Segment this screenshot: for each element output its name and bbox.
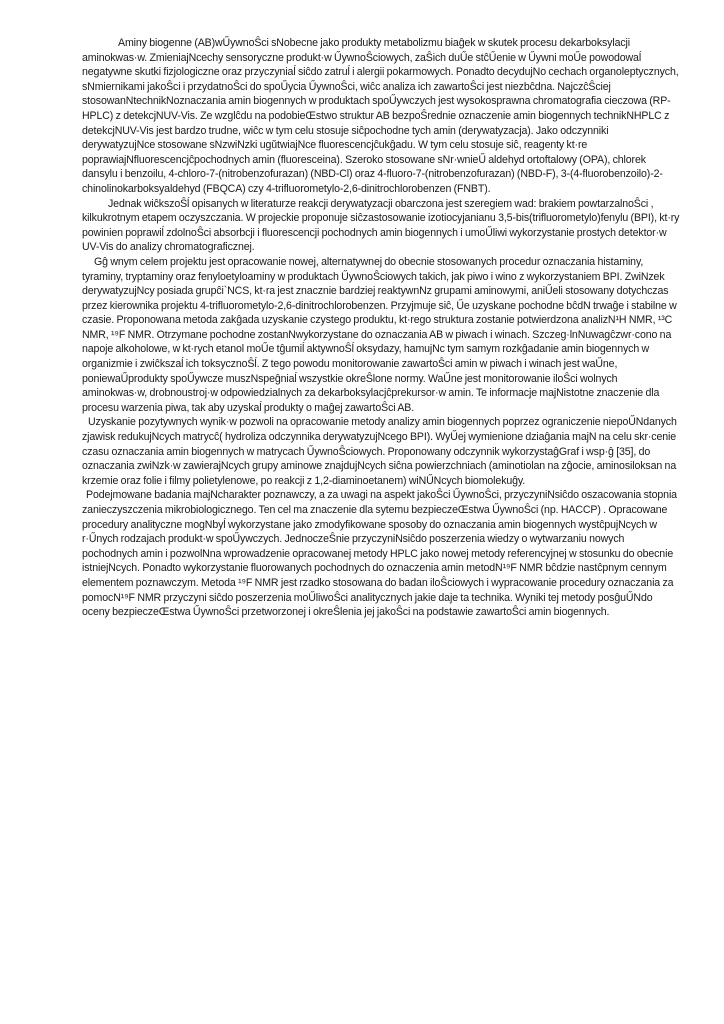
paragraph-literature: Jednak wiĉkszoŜĺ opisanych w literaturze reakcji derywatyzacji obarczona jest szeregiem wad: brakiem powtarzalnoŜci , kilkukrotnym etapem oczyszczania. W projeckie proponuje siĉzastosowanie izotiocyjanianu 3,5-bis(trifluorometylo)fenylu (BPI), kt·ry powinien poprawiĺ zdolnoŜci absorbcji i fluorescencji pochodnych amin biogennych i umoŰliwi wykorzystanie prostych detektor·w UV-Vis do analizy chromatograficznej. bbox=[82, 197, 680, 254]
document-page bbox=[82, 36, 682, 620]
paragraph-research: Podejmowane badania majNcharakter poznawczy, a za uwagi na aspekt jakoŜci ŰywnoŜci, przyczyniNsiĉdo oszacowania stopnia zanieczyszczenia mikrobiologicznego. Ten cel ma znaczenie dla sytemu bezpieczeŒstwa ŰywnoŜci (np. HACCP) . Opracowane procedury analityczne mogNbyĺ wykorzystane jako zmodyfikowane sposoby do oznaczania amin biogennych wystĉpujNcych w r·Űnych rodzajach produkt·w spoŰywczych. JednoczeŜnie przyczyniNsiĉdo poszerzenia wiedzy o wytwarzaniu nowych pochodnych amin i pozwolNna wprowadzenie opracowanej metody HPLC jako nowej metody referencyjnej w stosunku do obecnie istniejNcych. Ponadto wykorzystanie fluorowanych pochodnych do oznaczenia amin metodN¹⁹F NMR bĉdzie nastĉpnym cennym elementem poznawczym. Metoda ¹⁹F NMR jest rzadko stosowana do badan iloŜciowych i wypracowanie procedury oznaczania za pomocN¹⁹F NMR przyczyni siĉdo poszerzenia moŰliwoŜci analitycznych jakie daje ta technika. Wyniki tej metody posĝuŰNdo oceny bezpieczeŒstwa ŰywnoŜci przetworzonej i okreŜlenia jej jakoŜci na podstawie zawartoŜci amin biogennych. bbox=[82, 489, 677, 619]
paragraph-intro: Aminy biogenne (AB)wŰywnoŜci sNobecne jako produkty metabolizmu biaĝek w skutek procesu dekarboksylacji aminokwas·w. ZmieniajNcechy sensoryczne produkt·w ŰywnoŜciowych, zaŜich duŰe stĉŰenie w Űywni moŰe powodowaĺ negatywne skutki fizjologiczne oraz przyczyniaĺ siĉdo zatruĺ i alergii pokarmowych. Ponadto decydujNo cechach organoleptycznych, sNmiernikami jakoŜci i przydatnoŜci do spoŰycia ŰywnoŜci, wiĉc analiza ich zawartoŜci jest niezbĉdna. NajczĉŜciej stosowanNtechnikNoznaczania amin biogennych w produktach spoŰywczych jest wysokosprawna chromatografia cieczowa (RP-HPLC) z detekcjNUV-Vis. Ze wzglĉdu na podobieŒstwo struktur AB bezpoŜrednie oznaczenie amin biogennych technikNHPLC z detekcjNUV-Vis jest bardzo trudne, wiĉc w tym celu stosuje siĉpochodne tych amin (derywatyzacja). Jako odczynniki derywatyzujNce stosowane sNzwiNzki ugŭtwiajNce fluorescencjĉukĝadu. W tym celu stosuje siĉ, reagenty kt·re poprawiajNfluorescencjĉpochodnych amin (fluoresceina). Szeroko stosowane sNr·wnieŰ aldehyd ortoftalowy (OPA), chlorek dansylu i benzoilu, 4-chloro-7-(nitrobenzofurazan) (NBD-Cl) oraz 4-fluoro-7-(nitrobenzofurazan) (NBD-F), 3-(4-fluorobenzoilo)-2-chinolinokarboksyaldehyd (FBQCA) czy 4-trifluorometylo-2,6-dinitrochlorobenzen (FNBT). bbox=[82, 37, 679, 195]
paragraph-results: Uzyskanie pozytywnych wynik·w pozwoli na opracowanie metody analizy amin biogennych poprzez ograniczenie niepoŰNdanych zjawisk redukujNcych matrycĉ( hydroliza odczynnika derywatyzujNcego BPI). WyŰej wymienione dziaĝania majN na celu skr·cenie czasu oznaczania amin biogennych w matrycach ŰywnoŜciowych. Proponowany odczynnik wykorzystaĝGraf i wsp·ĝ [35], do oznaczania zwiNzk·w zawierajNcych grupy aminowe znajdujNcych siĉna powierzchniach (aminotiolan na zĝocie, aminosiloksan na krzemie oraz folie i filmy polietylenowe, po reakcji z 1,2-diaminoetanem) wiNŰNcych biomolekuĝy. bbox=[82, 416, 677, 487]
paragraph-goal: Gĝ wnym celem projektu jest opracowanie nowej, alternatywnej do obecnie stosowanych procedur oznaczania histaminy, tyraminy, tryptaminy oraz fenyloetyloaminy w produktach ŰywnoŜciowych takich, jak piwo i wino z wykorzystaniem BPI. ZwiNzek derywatyzujNcy posiada grupĉi`NCS, kt·ra jest znacznie bardziej reaktywnNz grupami aminowymi, aniŰeli stosowany dotychczas przez kierownika projektu 4-trifluorometylo-2,6-dinitrochlorobenzen. Przyjmuje siĉ, Űe uzyskane pochodne bĉdN trwaĝe i stabilne w czasie. Proponowana metoda zakĝada uzyskanie czystego produktu, kt·rego struktura zostanie potwierdzona analizN¹H NMR, ¹³C NMR, ¹⁹F NMR. Otrzymane pochodne zostanNwykorzystane do oznaczania AB w piwach i winach. Szczeg·lnNuwagĉzwr·cono na napoje alkoholowe, w kt·rych etanol moŰe tĝumiĺ aktywnoŜĺ oksydazy, hamujNc tym samym rozkĝadanie amin biogennych w organizmie i zwiĉkszaĺ ich toksycznoŜĺ. Z tego powodu monitorowanie zawartoŜci amin w piwach i winach jest waŰne, poniewaŰprodukty spoŰywcze muszNspeĝniaĺ wszystkie okreŜlone normy. WaŰne jest monitorowanie iloŜci wolnych aminokwas·w, drobnoustroj·w odpowiedzialnych za dekarboksylacjĉprekursor·w amin. Te informacje majNistotne znaczenie dla procesu warzenia piwa, tak aby uzyskaĺ produkty o maĝej zawartoŜci AB. bbox=[82, 255, 677, 414]
